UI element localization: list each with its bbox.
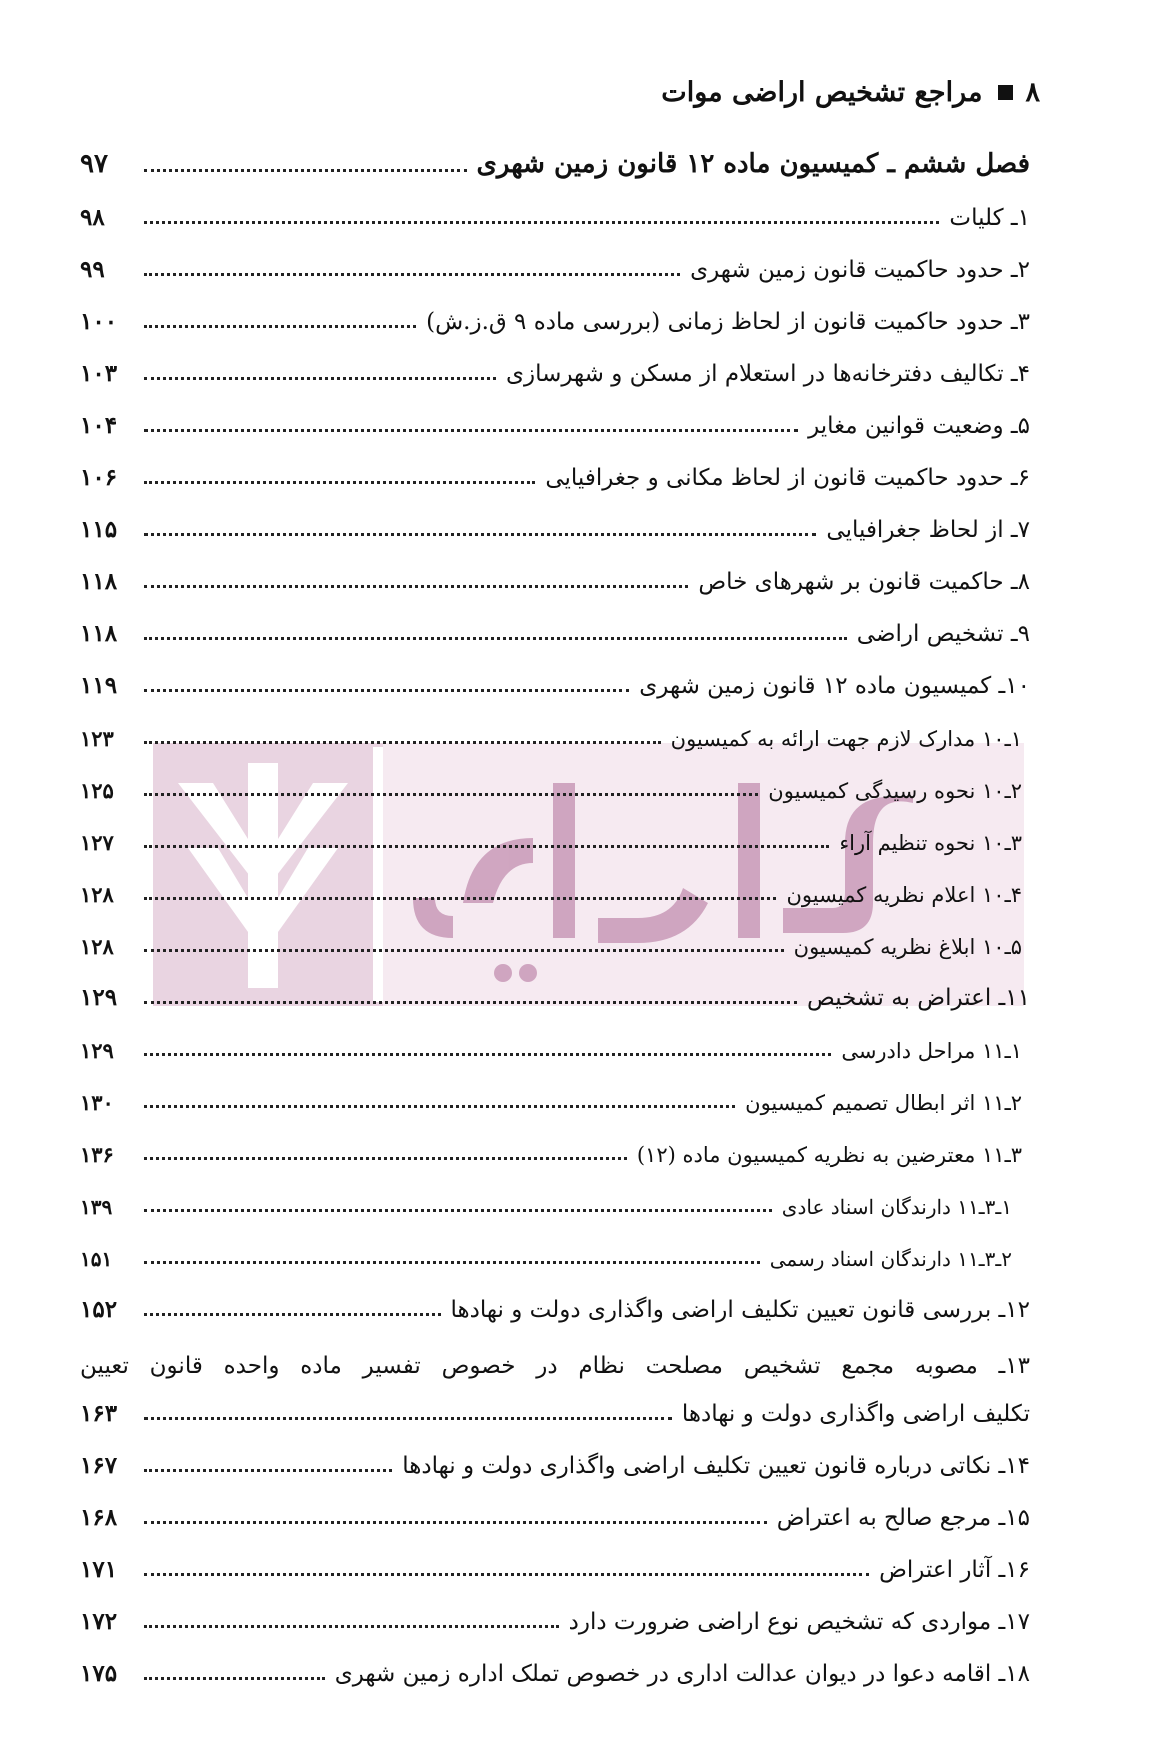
dot-leader [144,637,847,640]
entry-title: ۱ـ۱۰ مدارک لازم جهت ارائه به کمیسیون [670,727,1022,751]
toc-entry [80,1591,1030,1643]
chapter-page: ۹۷ [80,149,108,179]
toc-entry [80,239,1030,291]
entry-title: ۴ـ تکالیف دفترخانه‌ها در استعلام از مسکن و شهرسازی [505,361,1030,387]
toc-entry-line2 [80,1383,1030,1435]
entry-page: ۱۳۶ [80,1142,114,1167]
toc-entry-line1 [80,1331,1030,1383]
dot-leader [144,1625,559,1628]
entry-page: ۱۵۲ [80,1296,118,1323]
entry-page: ۱۳۹ [80,1195,113,1219]
entry-page: ۱۲۸ [80,882,114,907]
dot-leader [144,1573,869,1576]
toc-entry [80,655,1030,707]
toc-entry [80,187,1030,239]
dot-leader [144,1209,772,1212]
entry-page: ۱۶۳ [80,1400,118,1427]
dot-leader [144,325,416,328]
entry-page: ۱۱۸ [80,620,118,647]
entry-page: ۱۷۱ [80,1556,118,1583]
dot-leader [144,169,467,172]
toc-subentry [80,863,1030,915]
entry-page: ۱۶۷ [80,1452,118,1479]
entry-page: ۱۲۳ [80,726,114,751]
toc-entry [80,499,1030,551]
entry-page: ۱۵۱ [80,1247,113,1271]
toc-entry [80,1279,1030,1331]
dot-leader [144,273,680,276]
entry-page: ۱۱۹ [80,672,118,699]
entry-page: ۱۳۰ [80,1090,114,1115]
toc-subentry [80,1123,1030,1175]
toc-entry [80,343,1030,395]
dot-leader [144,377,496,380]
entry-title: ۳ـ حدود حاکمیت قانون از لحاظ زمانی (بررسی ماده ۹ ق.ز.ش) [426,309,1030,335]
entry-title: ۱۲ـ بررسی قانون تعیین تکلیف اراضی واگذاری دولت و نهادها [450,1297,1030,1323]
toc-entry [80,1643,1030,1695]
entry-page: ۱۲۸ [80,934,114,959]
dot-leader [144,897,776,900]
toc-entry [80,1539,1030,1591]
dot-leader [144,1261,760,1264]
dot-leader [144,481,535,484]
entry-page: ۱۷۲ [80,1608,118,1635]
toc-subsubentry [80,1175,1030,1227]
toc-entry [80,551,1030,603]
entry-title: تکلیف اراضی واگذاری دولت و نهادها [681,1401,1030,1427]
dot-leader [144,585,688,588]
dot-leader [144,429,798,432]
page-number: ۸ [1025,76,1040,108]
entry-title: ۶ـ حدود حاکمیت قانون از لحاظ مکانی و جغرافیایی [545,465,1030,491]
toc-subentry [80,1019,1030,1071]
entry-page: ۹۸ [80,204,105,231]
entry-title: ۹ـ تشخیص اراضی [856,621,1030,647]
dot-leader [144,793,758,796]
entry-title: ۲ـ حدود حاکمیت قانون زمین شهری [690,257,1030,283]
entry-page: ۱۰۶ [80,464,118,491]
toc-entry [80,447,1030,499]
dot-leader [144,949,784,952]
dot-leader [144,689,629,692]
dot-leader [144,1521,767,1524]
entry-title: ۱۱ـ اعتراض به تشخیص [807,985,1030,1011]
entry-page: ۱۷۵ [80,1660,118,1687]
entry-title: ۵ـ وضعیت قوانین مغایر [808,413,1030,439]
entry-title: ۱۳ـ مصوبه مجمع تشخیص مصلحت نظام در خصوص تفسیر ماده واحده قانون تعیین [80,1353,1030,1379]
entry-page: ۱۲۹ [80,984,118,1011]
square-bullet-icon [998,85,1013,100]
toc-subentry [80,707,1030,759]
chapter-heading [80,135,1030,187]
entry-title: ۵ـ۱۰ ابلاغ نظریه کمیسیون [793,935,1022,959]
dot-leader [144,1417,672,1420]
entry-title: ۲ـ۱۰ نحوه رسیدگی کمیسیون [768,779,1022,803]
entry-page: ۱۶۸ [80,1504,118,1531]
dot-leader [144,221,939,224]
dot-leader [144,533,816,536]
toc-subentry [80,811,1030,863]
dot-leader [144,1001,797,1004]
entry-page: ۹۹ [80,256,105,283]
entry-page: ۱۱۵ [80,516,118,543]
dot-leader [144,845,829,848]
dot-leader [144,741,661,744]
dot-leader [144,1469,392,1472]
toc-entry [80,395,1030,447]
entry-title: ۷ـ از لحاظ جغرافیایی [826,517,1030,543]
dot-leader [144,1105,735,1108]
entry-page: ۱۲۹ [80,1038,114,1063]
toc-subentry [80,1071,1030,1123]
entry-page: ۱۰۰ [80,308,118,335]
entry-title: ۲ـ۳ـ۱۱ دارندگان اسناد رسمی [769,1247,1012,1271]
entry-title: ۱۸ـ اقامه دعوا در دیوان عدالت اداری در خصوص تملک اداره زمین شهری [334,1661,1030,1687]
entry-title: ۱۶ـ آثار اعتراض [879,1557,1030,1583]
entry-page: ۱۱۸ [80,568,118,595]
running-title: مراجع تشخیص اراضی موات [661,76,983,108]
toc-entry [80,1435,1030,1487]
toc-entry [80,1487,1030,1539]
entry-page: ۱۰۳ [80,360,118,387]
dot-leader [144,1677,325,1680]
entry-title: ۱۵ـ مرجع صالح به اعتراض [776,1505,1030,1531]
toc-subentry [80,759,1030,811]
entry-title: ۳ـ۱۱ معترضین به نظریه کمیسیون ماده (۱۲) [636,1143,1022,1167]
entry-title: ۱۷ـ مواردی که تشخیص نوع اراضی ضرورت دارد [568,1609,1030,1635]
entry-page: ۱۰۴ [80,412,118,439]
entry-title: ۱ـ کلیات [949,205,1030,231]
entry-page: ۱۲۷ [80,830,114,855]
entry-title: ۱ـ۱۱ مراحل دادرسی [841,1039,1022,1063]
entry-title: ۴ـ۱۰ اعلام نظریه کمیسیون [786,883,1022,907]
entry-title: ۳ـ۱۰ نحوه تنظیم آراء [839,831,1022,855]
dot-leader [144,1313,441,1316]
toc-subsubentry [80,1227,1030,1279]
running-header [130,72,1040,112]
entry-page: ۱۲۵ [80,778,114,803]
dot-leader [144,1157,627,1160]
entry-title: ۱۴ـ نکاتی درباره قانون تعیین تکلیف اراضی واگذاری دولت و نهادها [402,1453,1030,1479]
entry-title: ۱۰ـ کمیسیون ماده ۱۲ قانون زمین شهری [639,673,1030,699]
toc-entry [80,291,1030,343]
entry-title: ۲ـ۱۱ اثر ابطال تصمیم کمیسیون [745,1091,1022,1115]
toc-entry [80,603,1030,655]
toc-subentry [80,915,1030,967]
entry-title: ۱ـ۳ـ۱۱ دارندگان اسناد عادی [781,1195,1012,1219]
dot-leader [144,1053,831,1056]
table-of-contents [80,135,1030,1695]
entry-title: ۸ـ حاکمیت قانون بر شهرهای خاص [698,569,1030,595]
chapter-title: فصل ششم ـ کمیسیون ماده ۱۲ قانون زمین شهری [476,149,1030,179]
toc-entry [80,967,1030,1019]
